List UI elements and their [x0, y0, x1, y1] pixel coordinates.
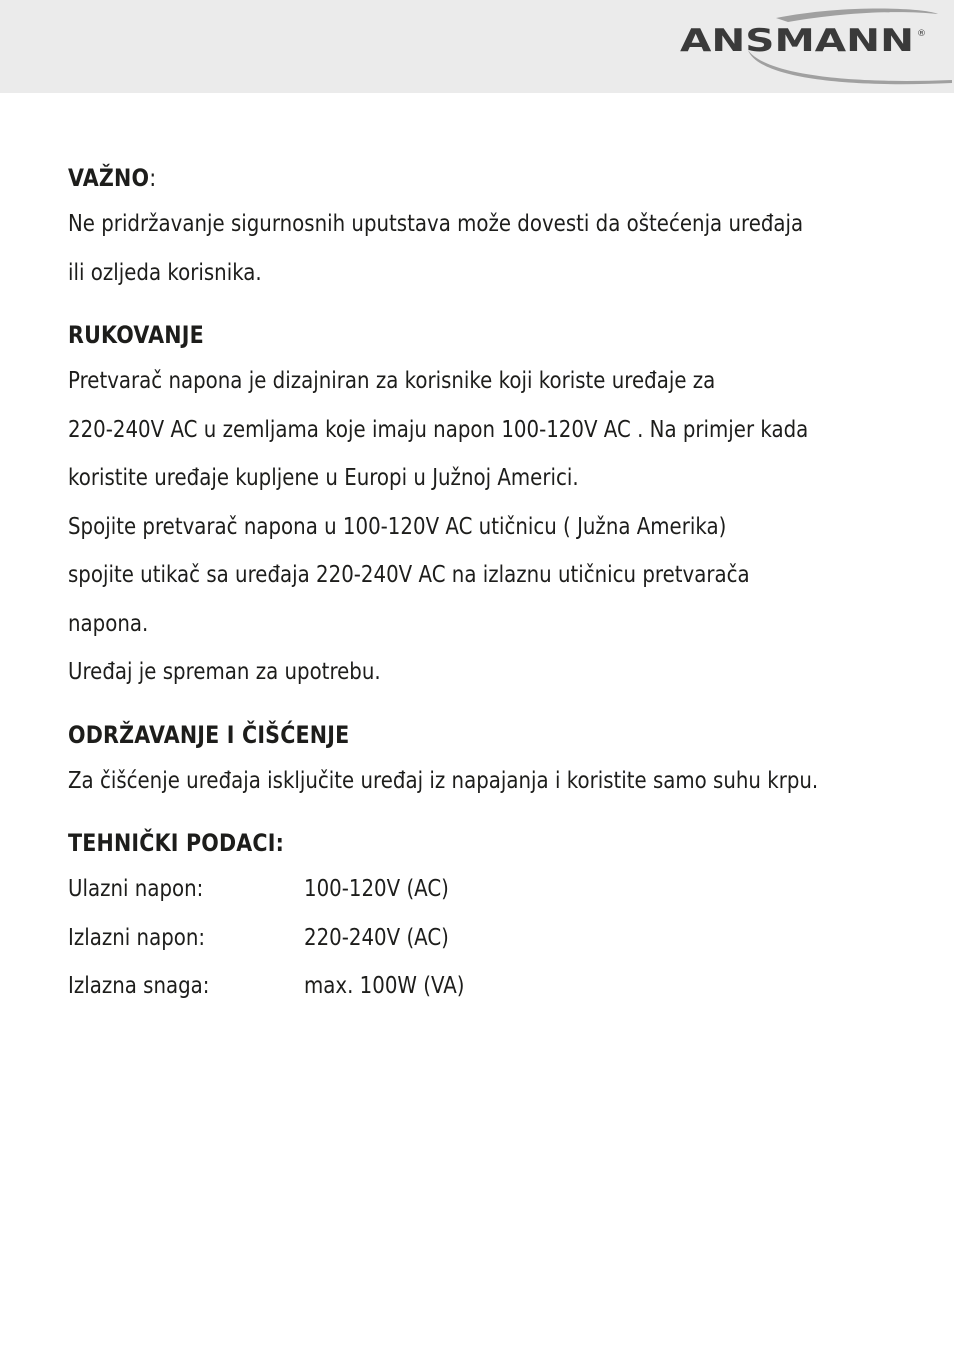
paragraph-line: 220-240V AC u zemljama koje imaju napon 100-120V AC . Na primjer kada: [68, 416, 809, 443]
heading-odrzavanje: ODRŽAVANJE I ČIŠĆENJE: [68, 720, 350, 749]
logo-swoosh-upper: [776, 9, 938, 23]
spec-label: Ulazni napon:: [68, 876, 204, 902]
spec-row-input-voltage: [68, 865, 908, 914]
section-rukovanje: [68, 313, 908, 697]
paragraph-line: napona.: [68, 610, 149, 637]
ansmann-logo: [676, 6, 954, 86]
section-vazno: [68, 156, 908, 297]
spec-label: Izlazni napon:: [68, 924, 206, 951]
heading-vazno-text: VAŽNO: [68, 164, 150, 192]
spec-value: 100-120V (AC): [304, 876, 449, 902]
paragraph-line: Uređaj je spreman za upotrebu.: [68, 659, 381, 685]
heading-vazno-colon: :: [149, 164, 157, 192]
section-odrzavanje: [68, 713, 908, 806]
spec-value: 220-240V (AC): [304, 924, 449, 951]
document-content: [68, 156, 908, 1027]
heading-rukovanje: RUKOVANJE: [68, 321, 204, 349]
paragraph-line: spojite utikač sa uređaja 220-240V AC na izlaznu utičnicu pretvarača: [68, 562, 750, 588]
heading-vazno: [68, 156, 790, 200]
paragraph-line: Pretvarač napona je dizajniran za korisnike koji koriste uređaje za: [68, 368, 716, 394]
paragraph-line: koristite uređaje kupljene u Europi u Južnoj Americi.: [68, 465, 579, 491]
paragraph-line: Ne pridržavanje sigurnosnih uputstava može dovesti da oštećenja uređaja: [68, 211, 804, 237]
spec-row-output-voltage: [68, 914, 908, 963]
spec-value: max. 100W (VA): [304, 973, 465, 999]
paragraph-line: Spojite pretvarač napona u 100-120V AC utičnicu ( Južna Amerika): [68, 513, 727, 540]
header-band: [0, 0, 954, 93]
logo-wordmark: ANSMANN: [680, 23, 914, 59]
specs-table: [68, 865, 908, 1011]
spec-row-output-power: [68, 962, 908, 1011]
heading-tehnicki: TEHNIČKI PODACI:: [68, 829, 285, 857]
paragraph-line: ili ozljeda korisnika.: [68, 259, 262, 286]
spec-label: Izlazna snaga:: [68, 973, 210, 999]
registered-mark: ®: [917, 29, 926, 39]
section-tehnicki: [68, 821, 908, 1011]
paragraph-line: Za čišćenje uređaja isključite uređaj iz napajanja i koristite samo suhu krpu.: [68, 767, 819, 794]
